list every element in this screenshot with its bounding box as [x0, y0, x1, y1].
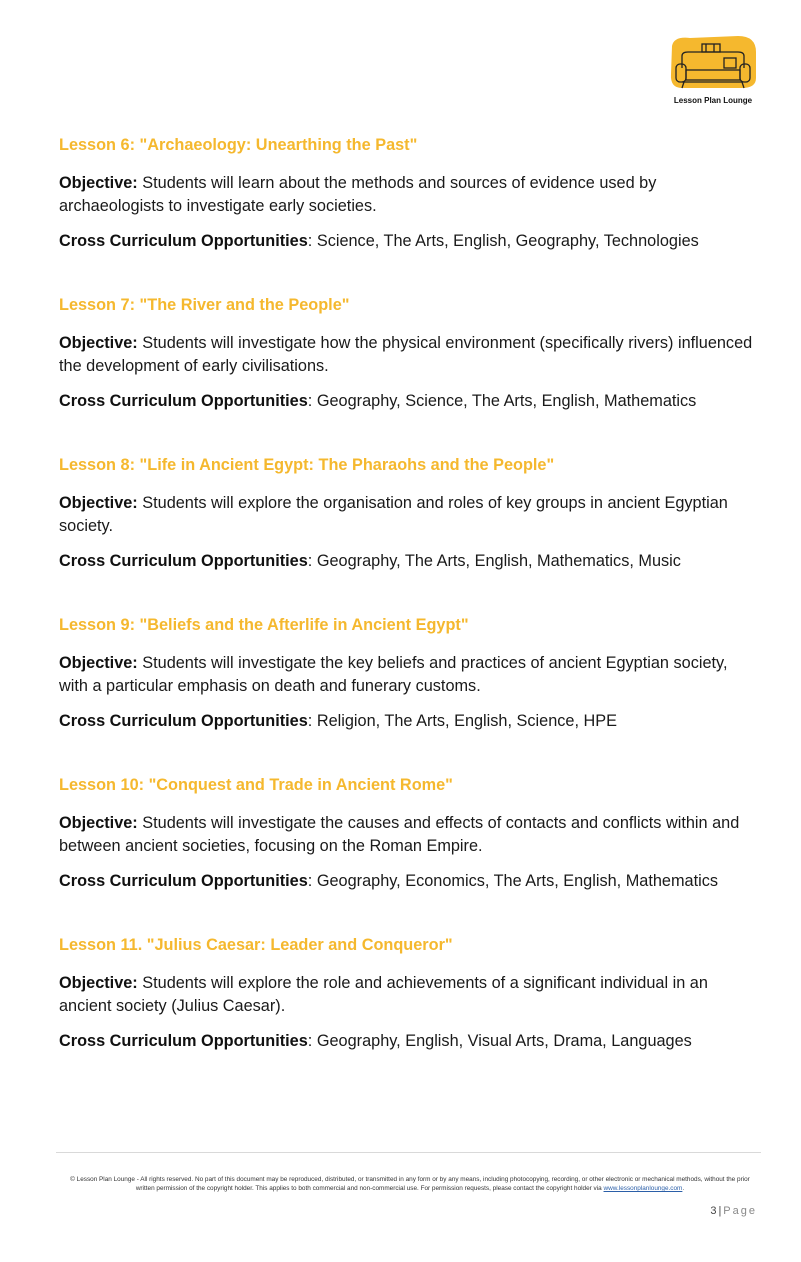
cross-curriculum-label: Cross Curriculum Opportunities [59, 1032, 308, 1050]
lesson-title: Lesson 7: "The River and the People" [59, 296, 350, 314]
lesson-title: Lesson 9: "Beliefs and the Afterlife in Ancient Egypt" [59, 616, 469, 634]
lesson-title: Lesson 10: "Conquest and Trade in Ancient Rome" [59, 776, 453, 794]
cross-curriculum [59, 390, 759, 413]
cross-curriculum-label: Cross Curriculum Opportunities [59, 712, 308, 730]
cross-curriculum [59, 870, 759, 893]
objective-label: Objective: [59, 334, 138, 352]
page-number [710, 1205, 757, 1217]
cross-curriculum [59, 1030, 759, 1053]
objective [59, 172, 759, 218]
lesson-8 [59, 455, 759, 573]
cross-curriculum-label: Cross Curriculum Opportunities [59, 392, 308, 410]
objective [59, 492, 759, 538]
cross-curriculum [59, 550, 759, 573]
objective-text: Students will investigate the causes and effects of contacts and conflicts within and between ancient societies, focusing on the Roman Empire. [59, 814, 740, 855]
copyright-end: . [682, 1185, 685, 1192]
objective-label: Objective: [59, 654, 138, 672]
website-link[interactable]: www.lessonplanlounge.com [603, 1185, 683, 1192]
objective [59, 652, 759, 698]
lesson-6 [59, 135, 759, 253]
cross-curriculum-label: Cross Curriculum Opportunities [59, 872, 308, 890]
copyright-text: © Lesson Plan Lounge - All rights reserved. No part of this document may be reproduced, distributed, or transmitted in any form or by any means, including photocopying, recording, or other electronic or mechanical methods, without the prior written permission of the copyright holder. This applies to both commercial and non-commercial use. For permission requests, please contact the copyright holder via [70, 1176, 750, 1192]
objective-label: Objective: [59, 494, 138, 512]
objective [59, 332, 759, 378]
lesson-10 [59, 775, 759, 893]
objective [59, 812, 759, 858]
page-separator: | [718, 1205, 724, 1217]
logo [666, 34, 760, 108]
objective-text: Students will investigate how the physical environment (specifically rivers) influenced the development of early civilisations. [59, 334, 753, 375]
cross-curriculum-text: : Geography, English, Visual Arts, Drama, Languages [307, 1032, 692, 1050]
cross-curriculum-text: : Geography, The Arts, English, Mathematics, Music [307, 552, 681, 570]
cross-curriculum-text: : Geography, Economics, The Arts, English, Mathematics [307, 872, 719, 890]
footer-copyright [62, 1175, 758, 1193]
page-label: Page [723, 1205, 757, 1217]
lesson-11 [59, 935, 759, 1053]
page-number-value: 3 [710, 1205, 719, 1217]
objective-text: Students will explore the organisation and roles of key groups in ancient Egyptian society. [59, 494, 728, 535]
objective-text: Students will learn about the methods and sources of evidence used by archaeologists to investigate early societies. [59, 174, 657, 215]
lesson-title: Lesson 11. "Julius Caesar: Leader and Conqueror" [59, 936, 453, 954]
objective-label: Objective: [59, 814, 138, 832]
cross-curriculum-label: Cross Curriculum Opportunities [59, 232, 308, 250]
lesson-title: Lesson 8: "Life in Ancient Egypt: The Pharaohs and the People" [59, 456, 555, 474]
cross-curriculum [59, 230, 759, 253]
cross-curriculum-label: Cross Curriculum Opportunities [59, 552, 308, 570]
lesson-9 [59, 615, 759, 733]
objective-text: Students will explore the role and achievements of a significant individual in an ancient society (Julius Caesar). [59, 974, 708, 1015]
objective [59, 972, 759, 1018]
objective-label: Objective: [59, 974, 138, 992]
cross-curriculum [59, 710, 759, 733]
objective-text: Students will investigate the key beliefs and practices of ancient Egyptian society, with a particular emphasis on death and funerary customs. [59, 654, 728, 695]
lesson-title: Lesson 6: "Archaeology: Unearthing the Past" [59, 136, 418, 154]
cross-curriculum-text: : Geography, Science, The Arts, English, Mathematics [307, 392, 697, 410]
lesson-list [59, 135, 759, 1053]
cross-curriculum-text: : Religion, The Arts, English, Science, HPE [307, 712, 617, 730]
cross-curriculum-text: : Science, The Arts, English, Geography, Technologies [307, 232, 699, 250]
sofa-logo-icon [668, 34, 758, 92]
objective-label: Objective: [59, 174, 138, 192]
lesson-7 [59, 295, 759, 413]
footer-divider [56, 1152, 761, 1153]
logo-text: Lesson Plan Lounge [673, 96, 753, 105]
